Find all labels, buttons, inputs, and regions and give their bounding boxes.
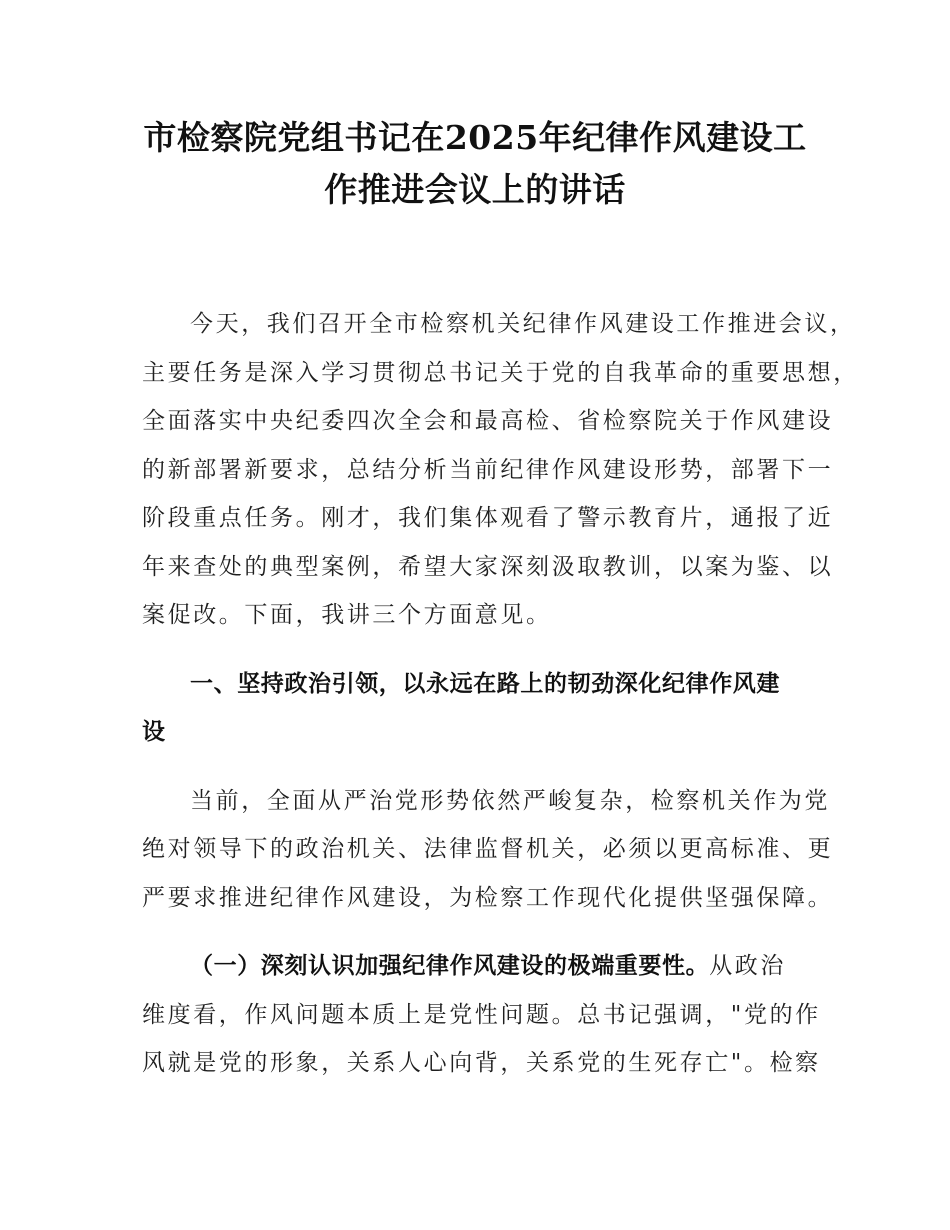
paragraph-line: 维度看，作风问题本质上是党性问题。总书记强调，"党的作: [142, 1001, 821, 1028]
paragraph-opening: [142, 300, 859, 640]
subsection-1: [142, 942, 821, 1088]
paragraph-gap: [142, 922, 812, 942]
paragraph-line: 绝对领导下的政治机关、法律监督机关，必须以更高标准、更: [142, 836, 834, 862]
paragraph-current-situation: [142, 777, 834, 923]
paragraph-line: 主要任务是深入学习贯彻总书记关于党的自我革命的重要思想，: [142, 359, 859, 386]
paragraph-gap: [142, 757, 812, 777]
paragraph-line: 年来查处的典型案例，希望大家深刻汲取教训，以案为鉴、以: [142, 553, 834, 580]
section-heading-1: [142, 660, 812, 757]
paragraph-line: 的新部署新要求，总结分析当前纪律作风建设形势，部署下一: [142, 456, 834, 483]
subsection-first-line-text: 从政治: [709, 953, 787, 979]
paragraph-line: 案促改。下面，我讲三个方面意见。: [142, 602, 552, 628]
paragraph-line: 阶段重点任务。刚才，我们集体观看了警示教育片，通报了近: [142, 505, 834, 531]
document-title: [0, 112, 950, 216]
paragraph-line: 当前，全面从严治党形势依然严峻复杂，检察机关作为党: [190, 787, 830, 814]
paragraph-line: 严要求推进纪律作风建设，为检察工作现代化提供坚强保障。: [142, 884, 834, 911]
title-line-2: 作推进会议上的讲话: [324, 170, 626, 209]
paragraph-line: 全面落实中央纪委四次全会和最高检、省检察院关于作风建设: [142, 408, 834, 434]
title-line-1: 市检察院党组书记在2025年纪律作风建设工: [143, 118, 807, 157]
paragraph-gap: [142, 640, 812, 660]
subsection-heading: （一）深刻认识加强纪律作风建设的极端重要性。: [190, 953, 710, 979]
paragraph-line: 今天，我们召开全市检察机关纪律作风建设工作推进会议，: [190, 311, 856, 337]
section-heading-line: 设: [142, 719, 166, 745]
document-body: [142, 300, 859, 1088]
paragraph-line: 风就是党的形象，关系人心向背，关系党的生死存亡"。检察: [142, 1050, 821, 1076]
subsection-first-line: [142, 942, 812, 991]
section-heading-line: 一、坚持政治引领，以永远在路上的韧劲深化纪律作风建: [190, 670, 780, 697]
